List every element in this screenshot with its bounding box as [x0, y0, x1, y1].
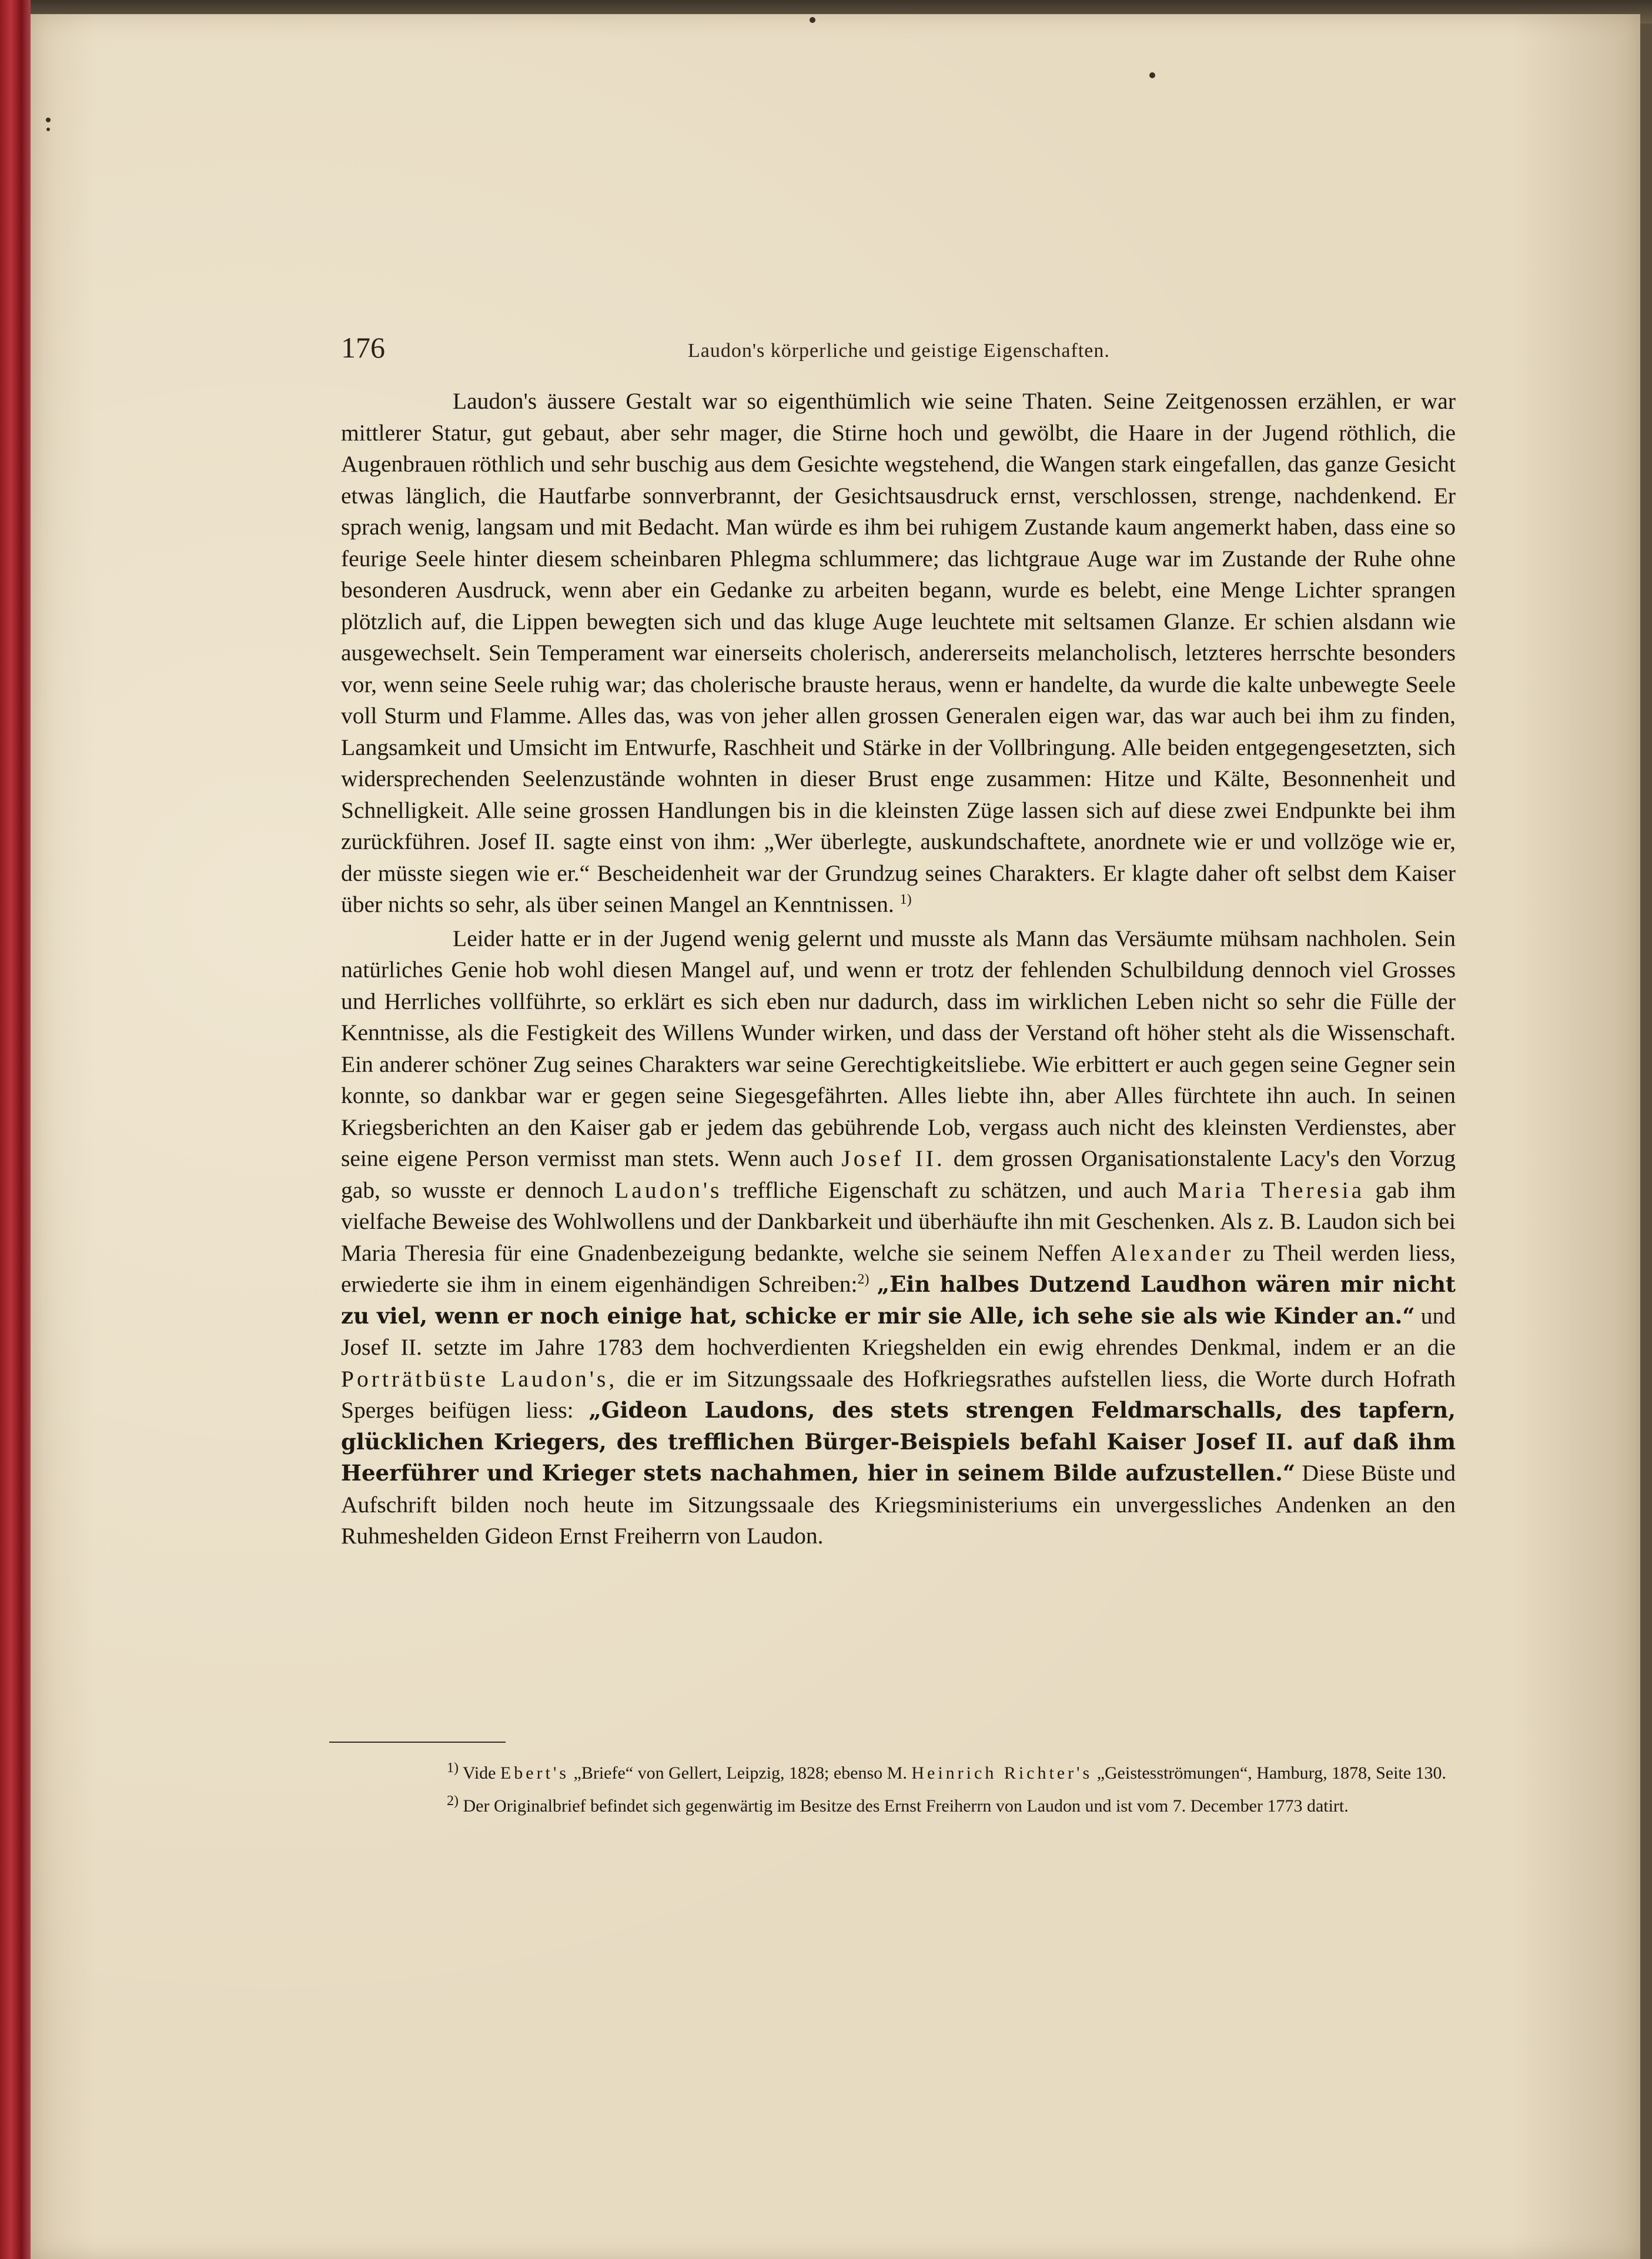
paragraph-2-text-c: treffliche Eigenschaft zu schätzen, und auch — [733, 1177, 1168, 1203]
footnote-1 — [341, 1760, 1456, 1786]
running-head — [341, 330, 1458, 372]
paragraph-2-text-f: und Josef II. setzte im Jahre 1783 dem hochverdienten Kriegshelden ein ewig ehrendes Denkmal, indem er an die — [341, 1302, 1456, 1360]
paragraph-2-text-h: Diese Büste und Aufschrift bilden noch heute im Sitzungssaale des Kriegsministeriums ein unvergessliches Andenken an den Ruhmeshelden Gideon Ernst Freiherrn von Laudon. — [341, 1460, 1456, 1549]
main-text — [341, 386, 1456, 1552]
book-spine-edge — [0, 0, 31, 2259]
paragraph-2-text-g: die er im Sitzungssaale des Hofkriegsrathes aufstellen liess, die Worte durch Hofrath Sperges beifügen liess: — [341, 1365, 1456, 1423]
footnote-ref-1: 1) — [899, 891, 912, 907]
speck — [46, 118, 51, 122]
paragraph-2-text-e: zu Theil werden liess, erwiederte sie ihm in einem eigenhändigen Schreiben: — [341, 1239, 1456, 1297]
paragraph-2 — [341, 923, 1456, 1552]
running-title: Laudon's körperliche und geistige Eigenschaften. — [688, 340, 1110, 362]
footnote-1-text-c: „Geistesströmungen“, Hamburg, 1878, Seite 130. — [1096, 1763, 1447, 1783]
paragraph-2-text-b: dem grossen Organisationstalente Lacy's den Vorzug gab, so wusste er dennoch — [341, 1145, 1456, 1203]
paragraph-1 — [341, 386, 1456, 921]
page-number: 176 — [341, 331, 385, 364]
footnote-separator — [329, 1742, 506, 1743]
footnote-ref-2: 2) — [857, 1271, 870, 1287]
footnotes — [341, 1760, 1456, 1826]
book-page — [31, 14, 1640, 2259]
footnote-1-text-a: Vide — [462, 1763, 496, 1783]
speck — [810, 17, 815, 23]
footnote-1-ebert: Ebert's — [500, 1763, 570, 1783]
spaced-name-laudon: Laudon's — [614, 1177, 723, 1203]
fraktur-quote-letter: „Ein halbes Dutzend Laudhon wären mir nicht zu viel, wenn er noch einige hat, schicke er mir sie Alle, ich sehe sie als wie Kinder an.“ — [341, 1271, 1456, 1329]
footnote-1-richter: Heinrich Richter's — [911, 1763, 1093, 1783]
footnote-2-mark: 2) — [447, 1793, 459, 1809]
paragraph-1-text: Laudon's äussere Gestalt war so eigenthümlich wie seine Thaten. Seine Zeitgenossen erzählen, er war mittlerer Statur, gut gebaut, aber sehr mager, die Stirne hoch und gewölbt, die Haare in der Jugend röthlich, die Augenbrauen röthlich und sehr buschig aus dem Gesichte wegstehend, die Wangen stark eingefallen, das ganze Gesicht etwas länglich, die Hautfarbe sonnverbrannt, der Gesichtsausdruck ernst, verschlossen, strenge, nachdenkend. Er sprach wenig, langsam und mit Bedacht. Man würde es ihm bei ruhigem Zustande kaum angemerkt haben, dass eine so feurige Seele hinter diesem scheinbaren Phlegma schlummere; das lichtgraue Auge war im Zustande der Ruhe ohne besonderen Ausdruck, wenn aber ein Gedanke zu arbeiten begann, wurde es belebt, eine Menge Lichter sprangen plötzlich auf, die Lippen bewegten sich und das kluge Auge leuchtete mit seltsamen Glanze. Er schien alsdann wie ausgewechselt. Sein Temperament war einerseits cholerisch, andererseits melancholisch, letzteres herrschte besonders vor, wenn seine Seele ruhig war; das cholerische brauste heraus, wenn er handelte, da wurde die kalte unbewegte Seele voll Sturm und Flamme. Alles das, was von jeher allen grossen Generalen eigen war, das war auch bei ihm zu finden, Langsamkeit und Umsicht im Entwurfe, Raschheit und Stärke in der Vollbringung. Alle beiden entgegengesetzten, sich widersprechenden Seelenzustände wohnten in dieser Brust enge zusammen: Hitze und Kälte, Besonnenheit und Schnelligkeit. Alle seine grossen Handlungen bis in die kleinsten Züge lassen sich auf diese zwei Endpunkte bei ihm zurückführen. Josef II. sagte einst von ihm: „Wer überlegte, auskundschaftete, anordnete wie er und vollzöge wie er, der müsste siegen wie er.“ Bescheidenheit war der Grundzug seines Charakters. Er klagte daher oft selbst dem Kaiser über nichts so sehr, als über seinen Mangel an Kenntnissen. — [341, 388, 1456, 917]
spaced-name-josef: Josef II. — [841, 1145, 945, 1171]
paragraph-2-text-d: gab ihm vielfache Beweise des Wohlwollens und der Dankbarkeit und überhäufte ihn mit Geschenken. Als z. B. Laudon sich bei Maria Theresia für eine Gnadenbezeigung bedankte, welche sie seinem Neffen — [341, 1177, 1456, 1266]
spaced-name-maria-theresia: Maria Theresia — [1178, 1177, 1365, 1203]
spaced-name-alexander: Alexander — [1110, 1239, 1234, 1266]
paragraph-2-text-a: Leider hatte er in der Jugend wenig gelernt und musste als Mann das Versäumte mühsam nachholen. Sein natürliches Genie hob wohl diesen Mangel auf, und wenn er trotz der fehlenden Schulbildung dennoch viel Grosses und Herrliches vollführte, so erklärt es sich eben nur dadurch, dass im wirklichen Leben nicht so sehr die Fülle der Kenntnisse, als die Festigkeit des Willens Wunder wirken, und dass der Verstand oft höher steht als die Wissenschaft. Ein anderer schöner Zug seines Charakters war seine Gerechtigkeitsliebe. Wie erbittert er auch gegen seine Gegner sein konnte, so dankbar war er gegen seine Siegesgefährten. Alles liebte ihn, aber Alles fürchtete ihn auch. In seinen Kriegsberichten an den Kaiser gab er jedem das gebührende Lob, vergass auch nicht des kleinsten Verdienstes, aber seine eigene Person vermisst man stets. Wenn auch — [341, 925, 1456, 1171]
speck — [46, 128, 50, 131]
footnote-2 — [341, 1793, 1456, 1819]
footnote-1-mark: 1) — [447, 1760, 459, 1776]
spaced-portraet-bueste: Porträtbüste Laudon's, — [341, 1365, 618, 1392]
fraktur-quote-inscription: „Gideon Laudons, des stets strengen Feldmarschalls, des tapfern, glücklichen Kriegers, des trefflichen Bürger-Beispiels befahl Kaiser Josef II. auf daß ihm Heerführer und Krieger stets nachahmen, hier in seinem Bilde aufzustellen.“ — [341, 1397, 1456, 1486]
footnote-2-text: Der Originalbrief befindet sich gegenwärtig im Besitze des Ernst Freiherrn von Laudon und ist vom 7. December 1773 datirt. — [463, 1796, 1349, 1816]
speck — [1149, 72, 1155, 78]
footnote-1-text-b: „Briefe“ von Gellert, Leipzig, 1828; ebenso M. — [573, 1763, 907, 1783]
